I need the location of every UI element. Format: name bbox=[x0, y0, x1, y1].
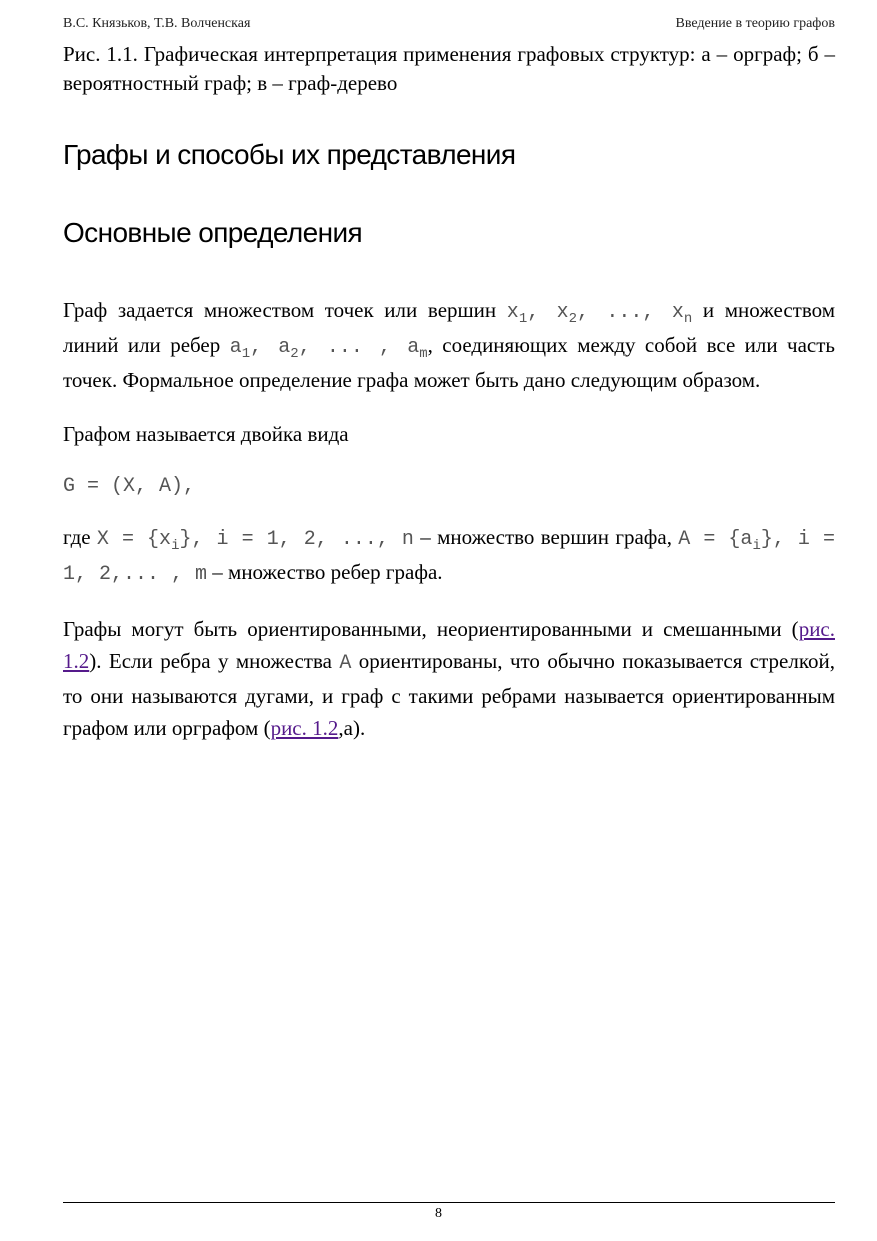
footer-divider bbox=[63, 1202, 835, 1203]
section-title: Графы и способы их представления bbox=[63, 139, 516, 170]
paragraph-where: где $X = \{x_i\}$, i = 1, 2, ..., n – множество вершин графа, $A = \{a_i\}$, i = 1, 2,... , m – множество ребер графа. bbox=[63, 525, 835, 586]
paragraph-graph-types: Графы могут быть ориентированными, неориентированными и смешанными (рис. 1.2). Если ребра у множества A ориентированы, что обычно показывается стрелкой, то они называются дугами, и граф с такими ребрами называется ориентированным графом или орграфом (рис. 1.2,а). bbox=[63, 617, 835, 740]
page-content bbox=[63, 40, 835, 744]
math-X: $X = \{x_i\}$, i = 1, 2, ..., n bbox=[96, 528, 414, 554]
header-authors: В.С. Князьков, Т.В. Волченская bbox=[63, 16, 251, 31]
paragraph-graph-definition bbox=[63, 294, 835, 396]
text: , соединяющих между собой все или часть точек. Формальное определение графа может быть дано следующим образом. bbox=[63, 333, 835, 392]
formula-text: G = (X, A), bbox=[63, 475, 196, 498]
page-number: 8 bbox=[435, 1206, 442, 1221]
link-fig-1-2[interactable]: рис. 1.2 bbox=[63, 617, 835, 673]
formula bbox=[63, 468, 835, 503]
figure-caption: Рис. 1.1. Графическая интерпретация применения графовых структур: а – орграф; б – вероятностный граф; в – граф-дерево bbox=[63, 42, 835, 95]
page-header bbox=[63, 16, 835, 32]
subsection-title: Основные определения bbox=[63, 217, 363, 248]
paragraph-graph-is: Графом называется двойка вида bbox=[63, 422, 349, 446]
text: Граф задается множеством точек или вершин bbox=[63, 298, 507, 322]
link-fig-1-2-a[interactable]: рис. 1.2 bbox=[270, 716, 339, 740]
math-A: $A = \{a_i\}$, i = 1, 2,... , m bbox=[63, 528, 835, 586]
math-x1: $x_1$, $x_2$, ..., $x_n$ bbox=[506, 301, 693, 327]
text: и множеством линий или ребер bbox=[63, 298, 835, 357]
header-book-title: Введение в теорию графов bbox=[675, 16, 835, 31]
math-a1: $a_1$, $a_2$, ... , $a_m$ bbox=[229, 336, 428, 362]
math-A-inline: A bbox=[339, 652, 352, 675]
